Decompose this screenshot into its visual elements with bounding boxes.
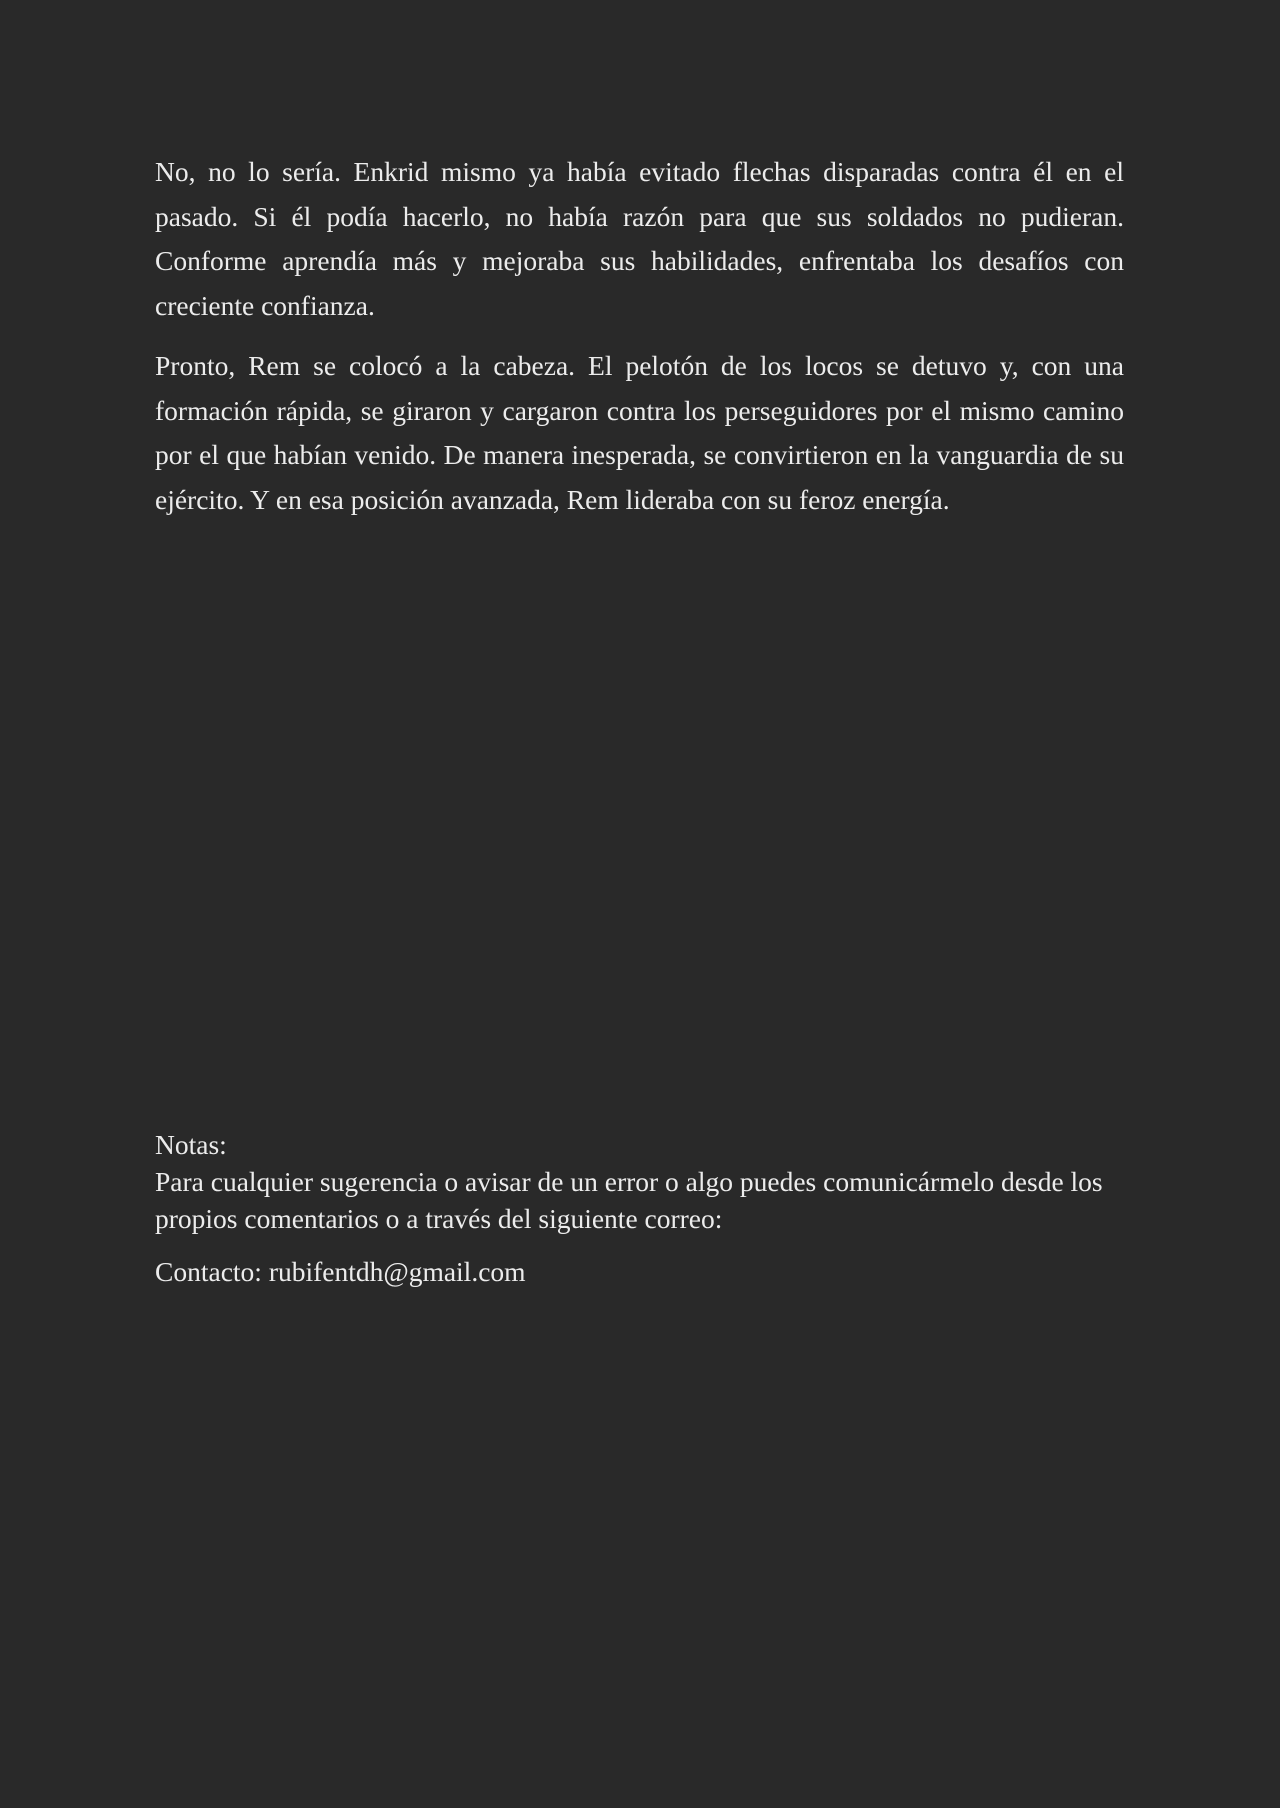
story-paragraph-2: Pronto, Rem se colocó a la cabeza. El pelotón de los locos se detuvo y, con una formación rápida, se giraron y cargaron contra los perseguidores por el mismo camino por el que habían venido. De manera inesperada, se convirtieron en la vanguardia de su ejército. Y en esa posición avanzada, Rem lideraba con su feroz energía. [155, 350, 1124, 515]
author-notes [155, 1126, 1124, 1290]
contact-label: Contacto: [155, 1256, 269, 1287]
story-paragraph-1: No, no lo sería. Enkrid mismo ya había evitado flechas disparadas contra él en el pasado. Si él podía hacerlo, no había razón para que sus soldados no pudieran. Conforme aprendía más y mejoraba sus habilidades, enfrentaba los desafíos con creciente confianza. [155, 156, 1124, 321]
contact-email-link[interactable]: rubifentdh@gmail.com [268, 1256, 526, 1287]
contact-line [155, 1253, 1124, 1290]
notes-body: Para cualquier sugerencia o avisar de un error o algo puedes comunicármelo desde los propios comentarios o a través del siguiente correo: [155, 1166, 1103, 1234]
notes-heading: Notas: [155, 1129, 227, 1160]
story-text [155, 150, 1124, 538]
